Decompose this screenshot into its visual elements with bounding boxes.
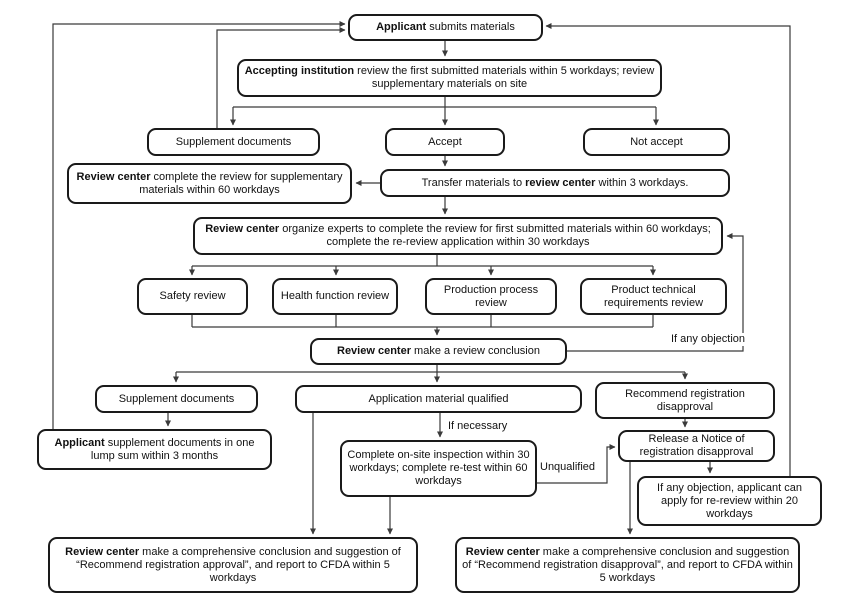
node-onsite-inspection-text: Complete on-site inspection within 30 workdays; complete re-test within 60 workdays bbox=[347, 449, 530, 487]
node-transfer-materials bbox=[380, 169, 730, 197]
node-production-process-review bbox=[425, 278, 557, 315]
node-disapproval-conclusion bbox=[455, 537, 800, 593]
node-recommend-disapproval-text: Recommend registration disapproval bbox=[625, 387, 745, 413]
node-not-accept bbox=[583, 128, 730, 156]
rail-review-distribute bbox=[192, 254, 653, 266]
node-release-notice-text: Release a Notice of registration disapproval bbox=[639, 433, 754, 458]
node-objection-rereview-text: If any objection, applicant can apply for re-review within 20 workdays bbox=[657, 481, 802, 520]
node-objection-rereview bbox=[637, 476, 822, 526]
node-review-conclusion-text: Review center make a review conclusion bbox=[337, 345, 540, 357]
node-accept-text: Accept bbox=[428, 135, 462, 148]
node-safety-review bbox=[137, 278, 248, 315]
node-product-technical-review bbox=[580, 278, 727, 315]
node-recommend-disapproval bbox=[595, 382, 775, 419]
node-accepting-institution bbox=[237, 59, 662, 97]
node-approval-conclusion-text: Review center make a comprehensive conclusion and suggestion of “Recommend registration approval”, and report to CFDA within 5 workdays bbox=[65, 545, 401, 584]
node-applicant-submits-text: Applicant submits materials bbox=[376, 21, 515, 33]
node-applicant-supplement-text: Applicant supplement documents in one lump sum within 3 months bbox=[54, 436, 255, 462]
rail-accepting-branch bbox=[233, 96, 656, 107]
node-accept bbox=[385, 128, 505, 156]
node-disapproval-conclusion-text: Review center make a comprehensive conclusion and suggestion of “Recommend registration disapproval”, and report to CFDA within 5 workdays bbox=[462, 545, 793, 584]
node-health-function-review-text: Health function review bbox=[280, 290, 390, 302]
node-onsite-inspection bbox=[340, 440, 537, 497]
node-application-qualified bbox=[295, 385, 582, 413]
node-accepting-institution-text: Accepting institution review the first submitted materials within 5 workdays; review supplementary materials on site bbox=[244, 65, 655, 90]
label-unqualified: Unqualified bbox=[540, 461, 596, 473]
node-release-notice bbox=[618, 430, 775, 462]
node-applicant-submits bbox=[348, 14, 543, 41]
node-supplement-documents-1-text: Supplement documents bbox=[175, 135, 292, 148]
label-if-any-objection: If any objection bbox=[648, 333, 746, 346]
node-product-technical-review-text: Product technical requirements review bbox=[603, 283, 704, 309]
node-approval-conclusion bbox=[48, 537, 418, 593]
node-applicant-supplement bbox=[37, 429, 272, 470]
node-review-center-experts bbox=[193, 217, 723, 255]
label-if-necessary: If necessary bbox=[448, 420, 508, 432]
node-transfer-materials-text: Transfer materials to review center within 3 workdays. bbox=[421, 176, 689, 189]
node-supplement-documents-2-text: Supplement documents bbox=[118, 392, 235, 405]
node-supplement-documents-1 bbox=[147, 128, 320, 156]
node-not-accept-text: Not accept bbox=[630, 135, 683, 148]
node-review-center-experts-text: Review center organize experts to complete the review for first submitted materials within 60 workdays; complete the re-review application within 30 workdays bbox=[205, 223, 711, 248]
node-safety-review-text: Safety review bbox=[159, 290, 226, 302]
node-health-function-review bbox=[272, 278, 398, 315]
node-supplementary-review bbox=[67, 163, 352, 204]
node-supplementary-review-text: Review center complete the review for supplementary materials within 60 workdays bbox=[76, 170, 343, 196]
rail-review-collect bbox=[192, 315, 653, 327]
node-application-qualified-text: Application material qualified bbox=[368, 392, 509, 405]
node-review-conclusion bbox=[310, 338, 567, 365]
rail-conclusion-branch bbox=[176, 365, 685, 372]
node-supplement-documents-2 bbox=[95, 385, 258, 413]
node-production-process-review-text: Production process review bbox=[443, 283, 539, 309]
